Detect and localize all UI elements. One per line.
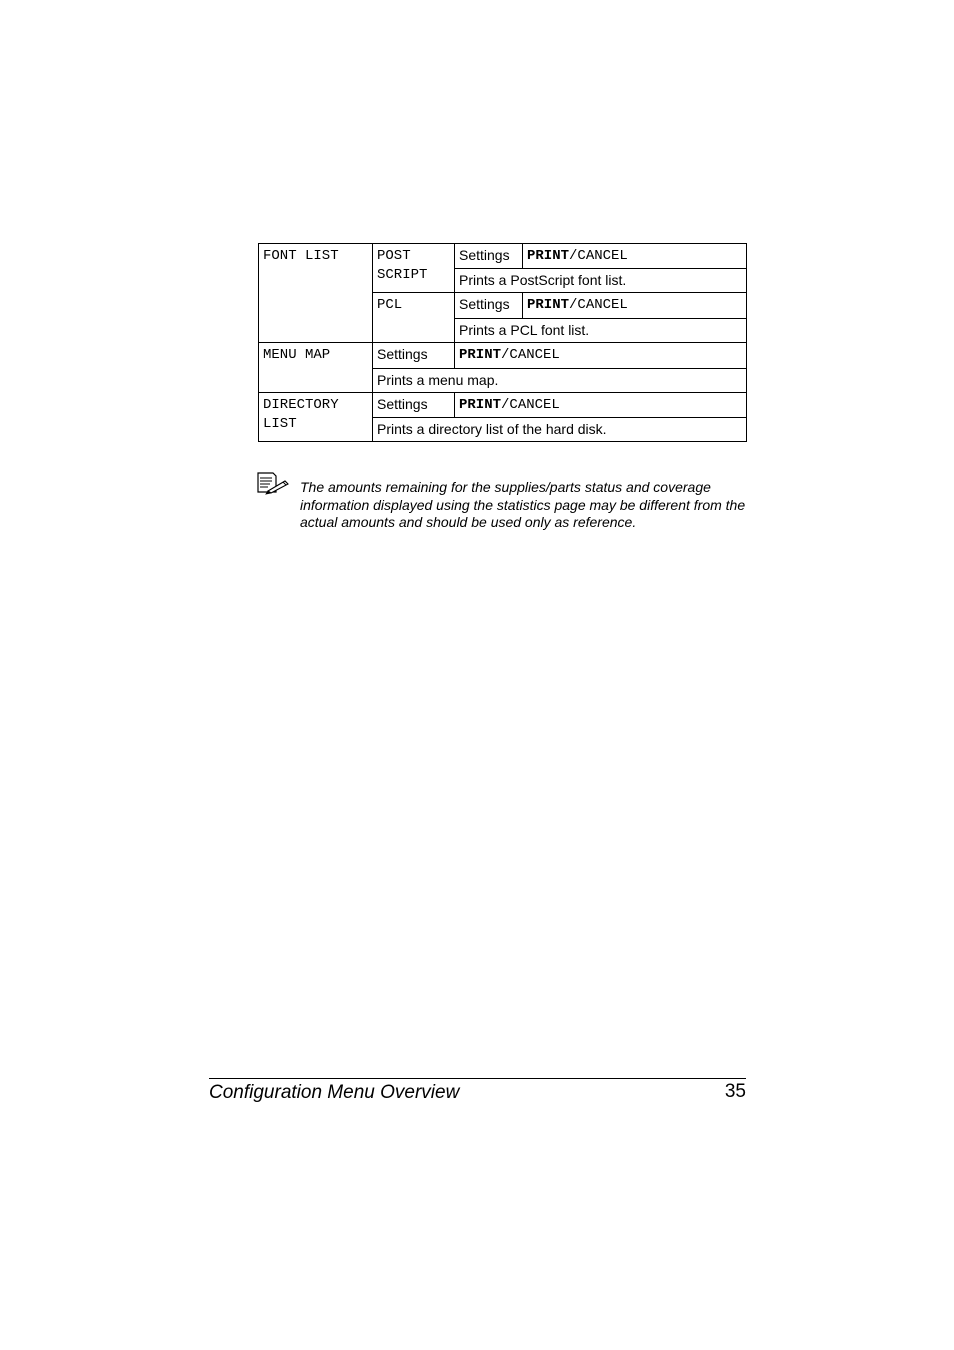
pcl-settings-value	[523, 293, 747, 319]
directory-list-settings-label: Settings	[373, 393, 455, 418]
footer-title: Configuration Menu Overview	[209, 1082, 460, 1103]
pcl-value-default: PRINT	[527, 297, 570, 313]
menu-map-value-other: CANCEL	[509, 347, 560, 363]
menu-map-settings-value	[455, 343, 747, 369]
menu-map-value-separator: /	[501, 347, 510, 363]
postscript-label: POST SCRIPT	[373, 244, 455, 293]
postscript-value-other: CANCEL	[577, 248, 628, 264]
menu-map-settings-label: Settings	[373, 343, 455, 369]
menu-settings-table	[258, 243, 747, 442]
pcl-description: Prints a PCL font list.	[455, 319, 747, 343]
footer-divider	[209, 1078, 746, 1079]
postscript-description: Prints a PostScript font list.	[455, 269, 747, 293]
note-pencil-icon	[256, 472, 290, 496]
directory-list-value-default: PRINT	[459, 397, 502, 413]
pcl-value-other: CANCEL	[577, 297, 628, 313]
menu-map-description: Prints a menu map.	[373, 369, 747, 393]
postscript-value-default: PRINT	[527, 248, 570, 264]
menu-map-label: MENU MAP	[259, 343, 373, 393]
directory-list-value-separator: /	[501, 397, 510, 413]
directory-list-settings-value	[455, 393, 747, 418]
directory-list-value-other: CANCEL	[509, 397, 560, 413]
postscript-value-separator: /	[569, 248, 578, 264]
directory-list-label: DIRECTORY LIST	[259, 393, 373, 442]
menu-map-value-default: PRINT	[459, 347, 502, 363]
pcl-value-separator: /	[569, 297, 578, 313]
page-number: 35	[724, 1081, 746, 1102]
font-list-label: FONT LIST	[259, 244, 373, 343]
postscript-settings-value	[523, 244, 747, 269]
postscript-settings-label: Settings	[455, 244, 523, 269]
pcl-settings-label: Settings	[455, 293, 523, 319]
pcl-label: PCL	[373, 293, 455, 343]
note-text: The amounts remaining for the supplies/parts status and coverage information displayed using the statistics page may be different from the actual amounts and should be used only as reference.	[300, 479, 746, 531]
directory-list-description: Prints a directory list of the hard disk.	[373, 418, 747, 442]
